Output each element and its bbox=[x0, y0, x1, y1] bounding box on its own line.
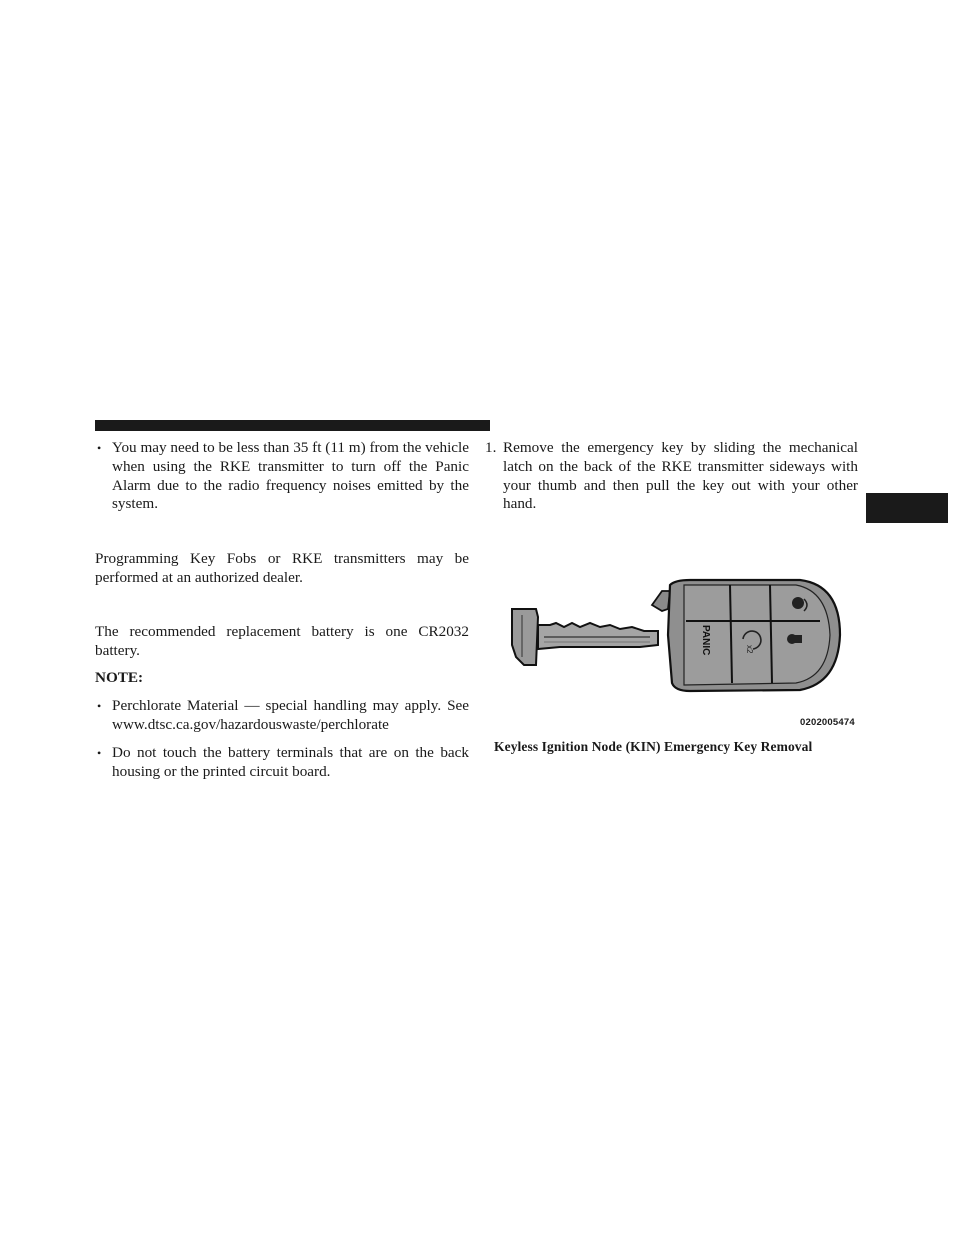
fob-body bbox=[652, 580, 840, 691]
programming-paragraph: Programming Key Fobs or RKE transmitters may be performed at an authorized dealer. bbox=[95, 550, 469, 586]
section-rule bbox=[95, 420, 490, 431]
note-label: NOTE: bbox=[95, 669, 144, 687]
svg-text:x2: x2 bbox=[745, 645, 754, 654]
step-number: 1. bbox=[485, 439, 497, 456]
step-1 bbox=[485, 439, 858, 514]
chapter-tab bbox=[866, 493, 948, 523]
emergency-key bbox=[512, 609, 658, 665]
figure-code: 0202005474 bbox=[800, 717, 855, 728]
battery-paragraph: The recommended replacement battery is one CR2032 battery. bbox=[95, 622, 469, 659]
figure-caption: Keyless Ignition Node (KIN) Emergency Key Removal bbox=[494, 739, 813, 754]
bullet-range: • You may need to be less than 35 ft (11 m) from the vehicle when using the RKE transmitter to turn off the Panic Alarm due to the radio frequency noises emitted by the system. bbox=[95, 439, 469, 514]
right-column bbox=[485, 439, 858, 514]
note-bullet-perchlorate: • Perchlorate Material — special handling may apply. See www.dtsc.ca.gov/hazardouswaste/perchlorate bbox=[95, 697, 469, 735]
note-bullet-terminals: • Do not touch the battery terminals that are on the back housing or the printed circuit board. bbox=[95, 744, 469, 782]
step-text: Remove the emergency key by sliding the mechanical latch on the back of the RKE transmitter sideways with your thumb and then pull the key out with your other hand. bbox=[503, 439, 858, 513]
panic-button-label: PANIC bbox=[700, 625, 711, 656]
left-column bbox=[95, 439, 469, 781]
unlock-icon bbox=[787, 634, 802, 644]
key-fob-illustration bbox=[500, 565, 860, 725]
